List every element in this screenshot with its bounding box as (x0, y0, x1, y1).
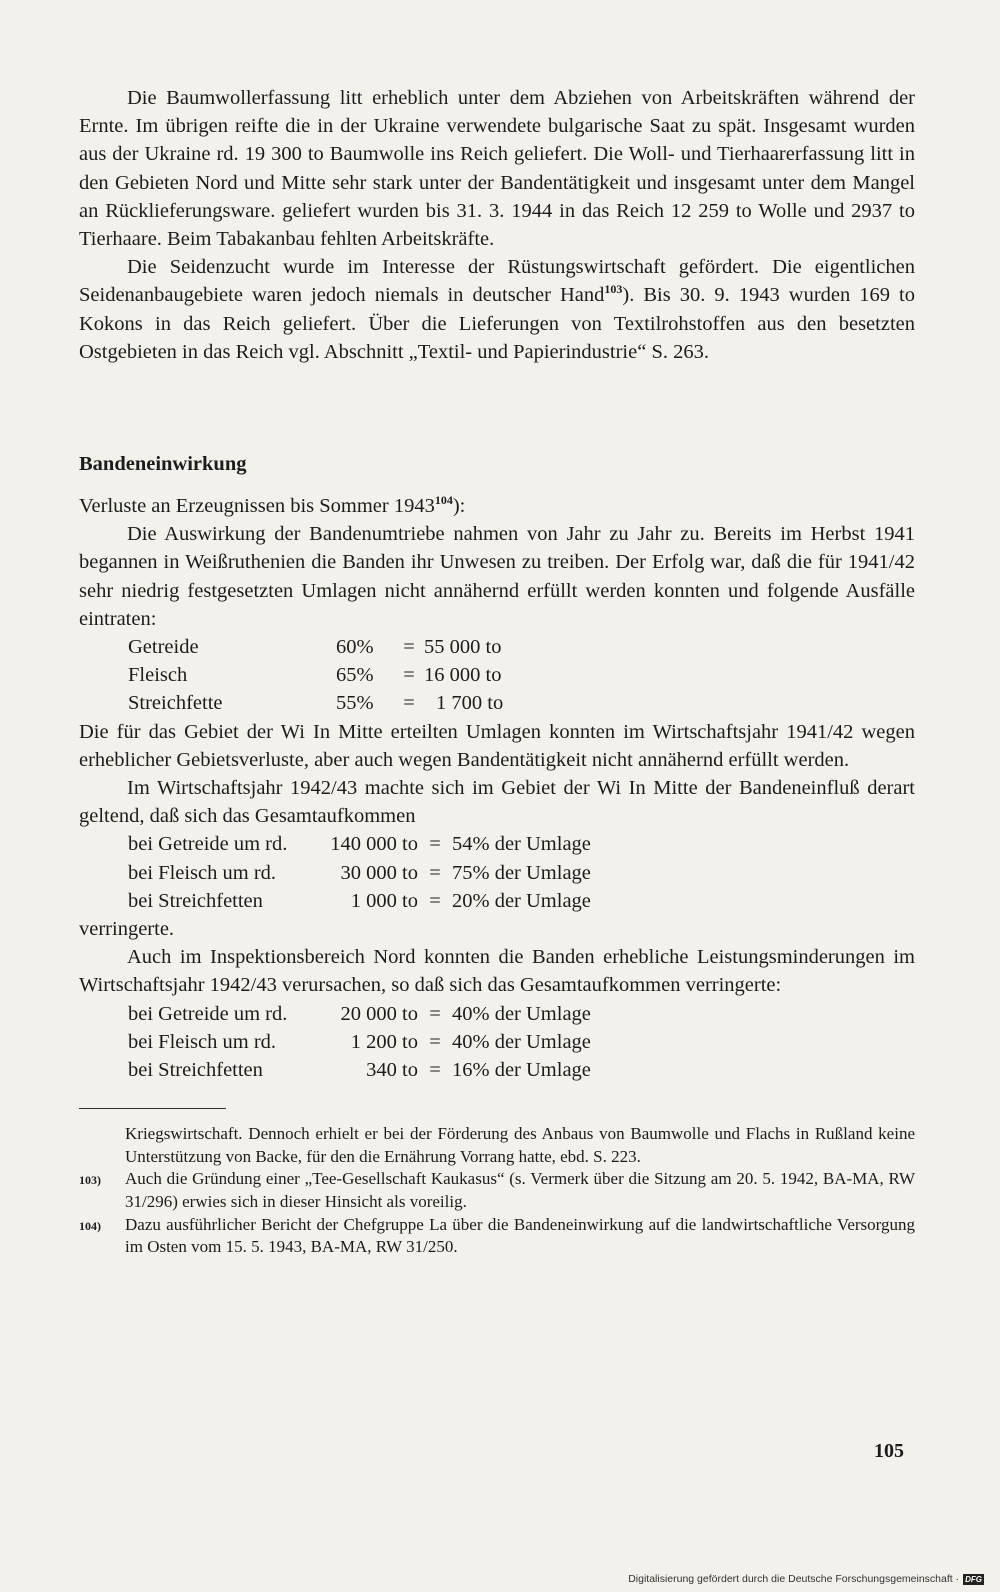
table-row (128, 830, 915, 858)
digitization-credit (628, 1573, 984, 1585)
table-row (128, 633, 915, 661)
amount: 55 000 to (424, 636, 502, 659)
paragraph-silk-text-b: ). Bis 30. 9. 1943 wurden 169 to Kokons in das Reich geliefert. Über die Lieferungen von Textilrohstoffen aus den besetzten Ostgebieten in das Reich vgl. Abschnitt „Textil- und Papierindustrie“ S. 263. (79, 284, 915, 363)
equals: = (429, 861, 441, 884)
paragraph-cotton: Die Baumwollerfassung litt erheblich unter dem Abziehen von Arbeitskräften während der Ernte. Im übrigen reifte die in der Ukraine verwendete bulgarische Saat zu spät. Insgesamt wurden aus der Ukraine rd. 19 300 to Baumwolle ins Reich geliefert. Die Woll- und Tierhaarerfassung litt in den Gebieten Nord und Mitte sehr stark unter der Bandentätigkeit und insgesamt unter dem Mangel an Rücklieferungsware. geliefert wurden bis 31. 3. 1944 in das Reich 12 259 to Wolle und 2937 to Tierhaare. Beim Tabakanbau fehlten Arbeitskräfte. (79, 87, 915, 251)
losses-lead-end: ): (452, 495, 466, 518)
paragraph-silk-text-a: Die Seidenzucht wurde im Interesse der Rüstungswirtschaft gefördert. Die eigentlichen Seidenanbaugebiete waren jedoch niemals in deutscher Hand (79, 256, 915, 307)
dfg-logo: DFG (965, 1574, 982, 1584)
percent: 40% der Umlage (452, 1030, 591, 1053)
losses-lead (79, 492, 915, 520)
item: bei Getreide um rd. (128, 833, 288, 856)
footnote-104-text: Dazu ausführlicher Bericht der Chefgruppe La über die Bandeneinwirkung auf die landwirtschaftliche Versorgung im Osten vom 15. 5. 1943, BA-MA, RW 31/250. (125, 1214, 915, 1257)
digitization-text: Digitalisierung gefördert durch die Deutsche Forschungsgemeinschaft · (628, 1573, 960, 1585)
percent: 60% (336, 636, 374, 659)
item: bei Getreide um rd. (128, 1002, 288, 1025)
percent: 54% der Umlage (452, 833, 591, 856)
footnote-103-text: Auch die Gründung einer „Tee-Gesellschaft Kaukasus“ (s. Vermerk über die Sitzung am 20. 5. 1942, BA-MA, RW 31/296) erwies sich in dieser Hinsicht als voreilig. (125, 1169, 915, 1212)
footnote-104-marker: 104) (79, 1218, 101, 1233)
table-row (128, 859, 915, 887)
amount: 140 000 to (330, 833, 418, 856)
table-row (128, 1028, 915, 1056)
losses-table-1941 (128, 633, 915, 718)
table-row (128, 887, 915, 915)
footnote-103 (79, 1168, 915, 1213)
percent: 55% (336, 692, 374, 715)
percent: 65% (336, 664, 374, 687)
footnote-ref-104: 104 (434, 493, 453, 508)
table-row (128, 689, 915, 717)
losses-table-mitte (128, 830, 915, 915)
section-heading: Bandeneinwirkung (79, 453, 247, 476)
amount: 16 000 to (424, 664, 502, 687)
equals: = (403, 636, 415, 659)
footnotes (79, 1123, 915, 1259)
equals: = (429, 1030, 441, 1053)
paragraph-verringerte: verringerte. (79, 918, 175, 941)
amount: 1 700 to (436, 692, 504, 715)
table-row (128, 661, 915, 689)
item: bei Fleisch um rd. (128, 861, 277, 884)
paragraph-mitte: Die für das Gebiet der Wi In Mitte erteilten Umlagen konnten im Wirtschaftsjahr 1941/42 wegen erheblicher Gebietsverluste, aber auch wegen Bandentätigkeit nicht annähernd erfüllt werden. (79, 720, 915, 771)
page-number: 105 (874, 1440, 904, 1462)
item: Fleisch (128, 664, 188, 687)
paragraph-1942: Im Wirtschaftsjahr 1942/43 machte sich im Gebiet der Wi In Mitte der Bandeneinfluß derart geltend, daß sich das Gesamtaufkommen (79, 777, 915, 828)
equals: = (429, 1059, 441, 1082)
paragraph-bandits: Die Auswirkung der Bandenumtriebe nahmen von Jahr zu Jahr zu. Bereits im Herbst 1941 begannen in Weißruthenien die Banden ihr Unwesen zu treiben. Der Erfolg war, daß die für 1941/42 sehr niedrig festgesetzten Umlagen nicht annähernd erfüllt werden konnten und folgende Ausfälle eintraten: (79, 523, 915, 630)
percent: 75% der Umlage (452, 861, 591, 884)
item: bei Streichfetten (128, 889, 263, 912)
table-row (128, 1056, 915, 1084)
table-row (128, 1000, 915, 1028)
paragraph-nord: Auch im Inspektionsbereich Nord konnten die Banden erhebliche Leistungsminderungen im Wirtschaftsjahr 1942/43 verursachen, so daß sich das Gesamtaufkommen verringerte: (79, 946, 915, 997)
item: bei Streichfetten (128, 1059, 263, 1082)
item: bei Fleisch um rd. (128, 1030, 277, 1053)
footnote-divider (79, 1108, 226, 1109)
equals: = (403, 664, 415, 687)
paragraph-silk (79, 253, 915, 366)
equals: = (403, 692, 415, 715)
losses-table-nord (128, 1000, 915, 1085)
losses-lead-text: Verluste an Erzeugnissen bis Sommer 1943 (79, 495, 435, 518)
percent: 40% der Umlage (452, 1002, 591, 1025)
equals: = (429, 889, 441, 912)
item: Getreide (128, 636, 199, 659)
percent: 16% der Umlage (452, 1059, 591, 1082)
amount: 1 000 to (350, 889, 418, 912)
percent: 20% der Umlage (452, 889, 591, 912)
equals: = (429, 833, 441, 856)
amount: 20 000 to (340, 1002, 418, 1025)
item: Streichfette (128, 692, 223, 715)
amount: 1 200 to (350, 1030, 418, 1053)
amount: 340 to (366, 1059, 418, 1082)
footnote-continuation (79, 1123, 915, 1168)
footnote-104 (79, 1214, 915, 1259)
footnote-103-marker: 103) (79, 1173, 101, 1188)
equals: = (429, 1002, 441, 1025)
footnote-continuation-text: Kriegswirtschaft. Dennoch erhielt er bei der Förderung des Anbaus von Baumwolle und Flachs in Rußland keine Unterstützung von Backe, für den die Ernährung Vorrang hatte, ebd. S. 223. (125, 1124, 915, 1166)
footnote-ref-103: 103 (604, 282, 623, 297)
amount: 30 000 to (340, 861, 418, 884)
page-body (79, 84, 915, 1259)
